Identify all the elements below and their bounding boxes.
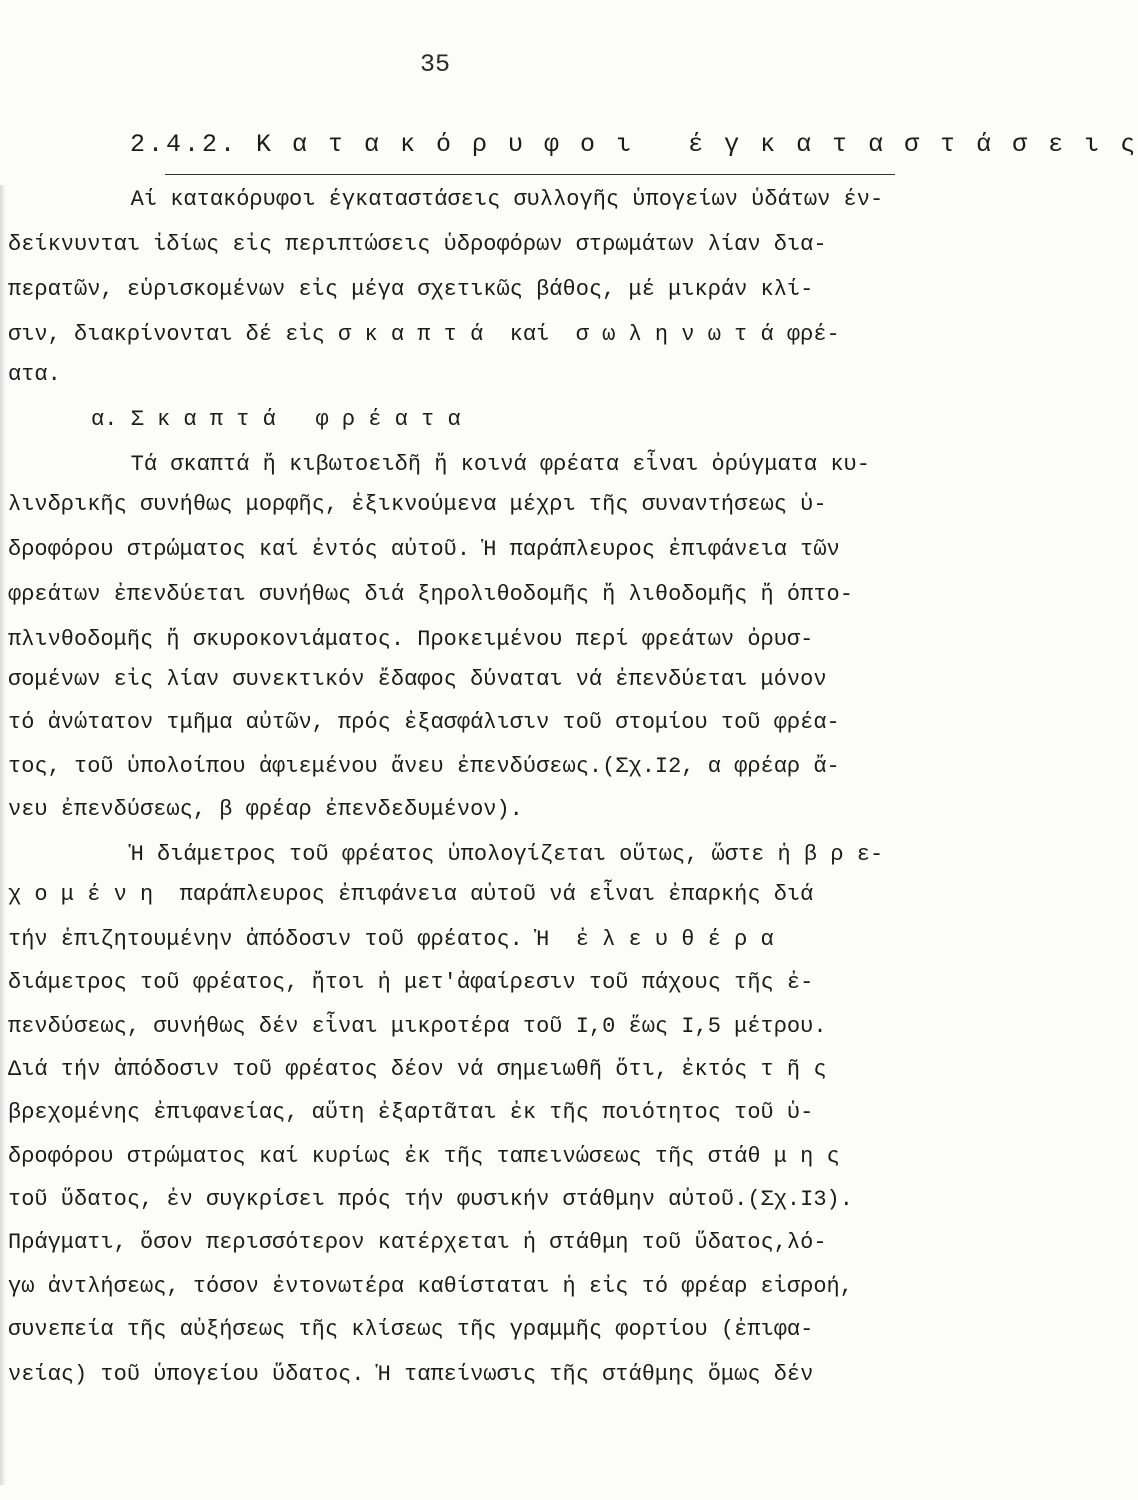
text-line: ατα. <box>8 362 61 387</box>
text-line: χ ο μ έ ν η παράπλευρος ἐπιφάνεια αὐτοῦ νά εἶναι ἐπαρκής διά <box>8 882 814 907</box>
text-line: συνεπεία τῆς αὐξήσεως τῆς κλίσεως τῆς γραμμῆς φορτίου (ἐπιφα- <box>8 1317 814 1342</box>
text-line: δείκνυνται ἰδίως εἰς περιπτώσεις ὑδροφόρων στρωμάτων λίαν δια- <box>8 232 827 257</box>
text-line: νείας) τοῦ ὑπογείου ὕδατος. Ἡ ταπείνωσις τῆς στάθμης ὅμως δέν <box>8 1362 814 1387</box>
text-line: δροφόρου στρώματος καί ἐντός αὐτοῦ. Ἡ παράπλευρος ἐπιφάνεια τῶν <box>8 537 840 562</box>
text-line: διάμετρος τοῦ φρέατος, ἤτοι ἡ μετ'ἀφαίρεσιν τοῦ πάχους τῆς ἐ- <box>8 970 814 995</box>
page-number: 35 <box>420 50 451 79</box>
text-line: νευ ἐπενδύσεως, β φρέαρ ἐπενδεδυμένον). <box>8 797 523 822</box>
text-line: Αί κατακόρυφοι έγκαταστάσεις συλλογῆς ὑπογείων ὑδάτων έν- <box>25 187 884 212</box>
page-gutter-shadow <box>0 185 6 1485</box>
text-line: πλινθοδομῆς ἤ σκυροκονιάματος. Προκειμένου περί φρεάτων ὀρυσ- <box>8 627 814 652</box>
text-line: Πράγματι, ὅσον περισσότερον κατέρχεται ἡ στάθμη τοῦ ὕδατος,λό- <box>8 1230 827 1255</box>
heading-underline <box>165 174 895 175</box>
text-line: γω ἀντλήσεως, τόσον ἐντονωτέρα καθίσταται ἡ εἰς τό φρέαρ εἰσροή, <box>8 1274 853 1299</box>
text-line: πενδύσεως, συνήθως δέν εἶναι μικροτέρα τοῦ Ι,0 ἕως Ι,5 μέτρου. <box>8 1014 827 1039</box>
text-line: Ἡ διάμετρος τοῦ φρέατος ὑπολογίζεται οὕτως, ὥστε ἡ β ρ ε- <box>25 842 884 867</box>
text-line: τος, τοῦ ὑπολοίπου ἀφιεμένου ἄνευ ἐπενδύσεως.(Σχ.Ι2, α φρέαρ ἄ- <box>8 754 840 779</box>
text-line: τοῦ ὕδατος, ἐν συγκρίσει πρός τήν φυσικήν στάθμην αὐτοῦ.(Σχ.Ι3). <box>8 1187 853 1212</box>
text-line: περατῶν, εὑρισκομένων εἰς μέγα σχετικῶς βάθος, μέ μικράν κλί- <box>8 277 814 302</box>
text-line: Τά σκαπτά ἤ κιβωτοειδῆ ἤ κοινά φρέατα εἶναι ὀρύγματα κυ- <box>25 452 870 477</box>
text-line: φρεάτων ἐπενδύεται συνήθως διά ξηρολιθοδομῆς ἤ λιθοδομῆς ἤ όπτο- <box>8 582 853 607</box>
text-line: δροφόρου στρώματος καί κυρίως ἐκ τῆς ταπεινώσεως τῆς στάθ μ η ς <box>8 1144 840 1169</box>
text-line: λινδρικῆς συνήθως μορφῆς, ἐξικνούμενα μέχρι τῆς συναντήσεως ὑ- <box>8 492 827 517</box>
text-line: σομένων εἰς λίαν συνεκτικόν ἔδαφος δύναται νά ἐπενδύεται μόνον <box>8 667 827 692</box>
section-heading: 2.4.2. Κ α τ α κ ό ρ υ φ ο ι έ γ κ α τ α σ τ ά σ ε ι ς <box>130 130 1138 159</box>
text-line: τό ἀνώτατον τμῆμα αὐτῶν, πρός ἐξασφάλισιν τοῦ στομίου τοῦ φρέα- <box>8 710 840 735</box>
subsection-heading: α. Σ κ α π τ ά φ ρ έ α τ α <box>25 407 461 432</box>
text-line: τήν ἐπιζητουμένην ἀπόδοσιν τοῦ φρέατος. Ἡ ἐ λ ε υ θ έ ρ α <box>8 927 774 952</box>
text-line: σιν, διακρίνονται δέ εἰς σ κ α π τ ά καί σ ω λ η ν ω τ ά φρέ- <box>8 322 840 347</box>
text-line: Διά τήν ἀπόδοσιν τοῦ φρέατος δέον νά σημειωθῆ ὅτι, ἐκτός τ ῆ ς <box>8 1057 827 1082</box>
text-line: βρεχομένης ἐπιφανείας, αὕτη ἐξαρτᾶται ἐκ τῆς ποιότητος τοῦ ὑ- <box>8 1100 814 1125</box>
